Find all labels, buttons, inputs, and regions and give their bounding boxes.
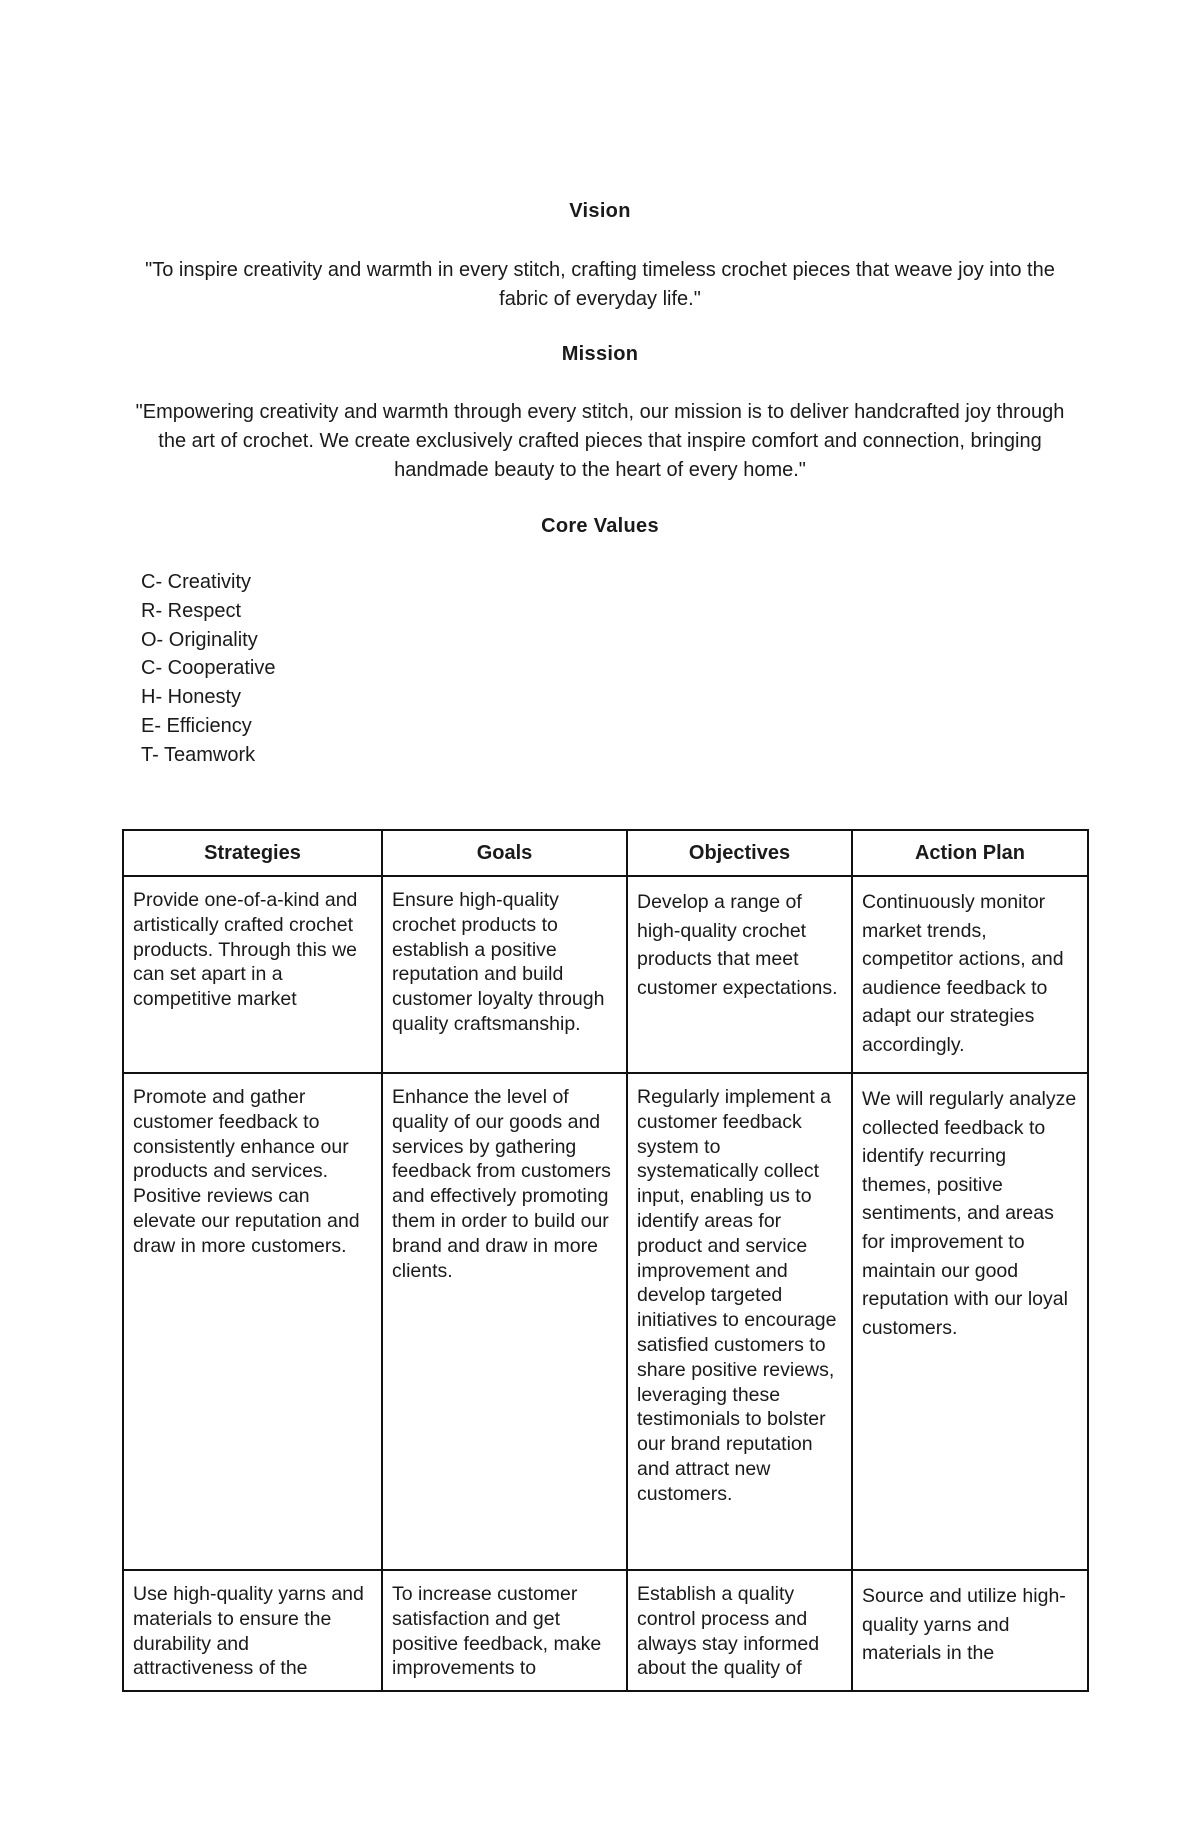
- strategy-cell: Provide one-of-a-kind and artistically crafted crochet products. Through this we can set apart in a competitive market: [123, 876, 382, 1073]
- table-row: [123, 1073, 1088, 1570]
- strategy-cell: Promote and gather customer feedback to consistently enhance our products and services. Positive reviews can elevate our reputation and draw in more customers.: [123, 1073, 382, 1570]
- table-header-row: [123, 830, 1088, 876]
- core-value-item: E- Efficiency: [141, 714, 252, 737]
- vision-statement: "To inspire creativity and warmth in every stitch, crafting timeless crochet pieces that weave joy into the fabric of everyday life.": [145, 259, 1055, 310]
- header-strategies: Strategies: [123, 830, 382, 876]
- header-goals: Goals: [382, 830, 627, 876]
- strategy-cell: Use high-quality yarns and materials to ensure the durability and attractiveness of the: [123, 1570, 382, 1691]
- core-value-item: R- Respect: [141, 599, 242, 622]
- header-action-plan: Action Plan: [852, 830, 1088, 876]
- mission-statement: "Empowering creativity and warmth through every stitch, our mission is to deliver handcrafted joy through the art of crochet. We create exclusively crafted pieces that inspire comfort and connection, bringing handmade beauty to the heart of every home.": [135, 401, 1065, 481]
- goal-cell: To increase customer satisfaction and get positive feedback, make improvements to: [382, 1570, 627, 1691]
- core-values-heading: Core Values: [541, 515, 659, 537]
- goal-cell: Enhance the level of quality of our goods and services by gathering feedback from customers and effectively promoting them in order to build our brand and draw in more clients.: [382, 1073, 627, 1570]
- action-plan-cell: Continuously monitor market trends, competitor actions, and audience feedback to adapt our strategies accordingly.: [852, 876, 1088, 1073]
- action-plan-cell: We will regularly analyze collected feedback to identify recurring themes, positive sentiments, and areas for improvement to maintain our good reputation with our loyal customers.: [852, 1073, 1088, 1570]
- core-value-item: C- Creativity: [141, 571, 252, 593]
- core-value-item: O- Originality: [141, 628, 258, 651]
- table-row: [123, 876, 1088, 1073]
- core-value-item: C- Cooperative: [141, 657, 276, 680]
- objective-cell: Establish a quality control process and always stay informed about the quality of: [627, 1570, 852, 1691]
- objective-cell: Develop a range of high-quality crochet products that meet customer expectations.: [627, 876, 852, 1073]
- action-plan-cell: Source and utilize high-quality yarns and materials in the: [852, 1570, 1088, 1691]
- goal-cell: Ensure high-quality crochet products to establish a positive reputation and build customer loyalty through quality craftsmanship.: [382, 876, 627, 1073]
- table-row: [123, 1570, 1088, 1691]
- core-value-item: T- Teamwork: [141, 743, 256, 766]
- vision-heading: Vision: [569, 200, 631, 222]
- header-objectives: Objectives: [627, 830, 852, 876]
- mission-heading: Mission: [561, 343, 639, 365]
- core-values-list: [141, 568, 276, 770]
- objective-cell: Regularly implement a customer feedback system to systematically collect input, enabling us to identify areas for product and service improvement and develop targeted initiatives to encourage satisfied customers to share positive reviews, leveraging these testimonials to bolster our brand reputation and attract new customers.: [627, 1073, 852, 1570]
- strategy-table: [122, 829, 1089, 1692]
- core-value-item: H- Honesty: [141, 686, 242, 709]
